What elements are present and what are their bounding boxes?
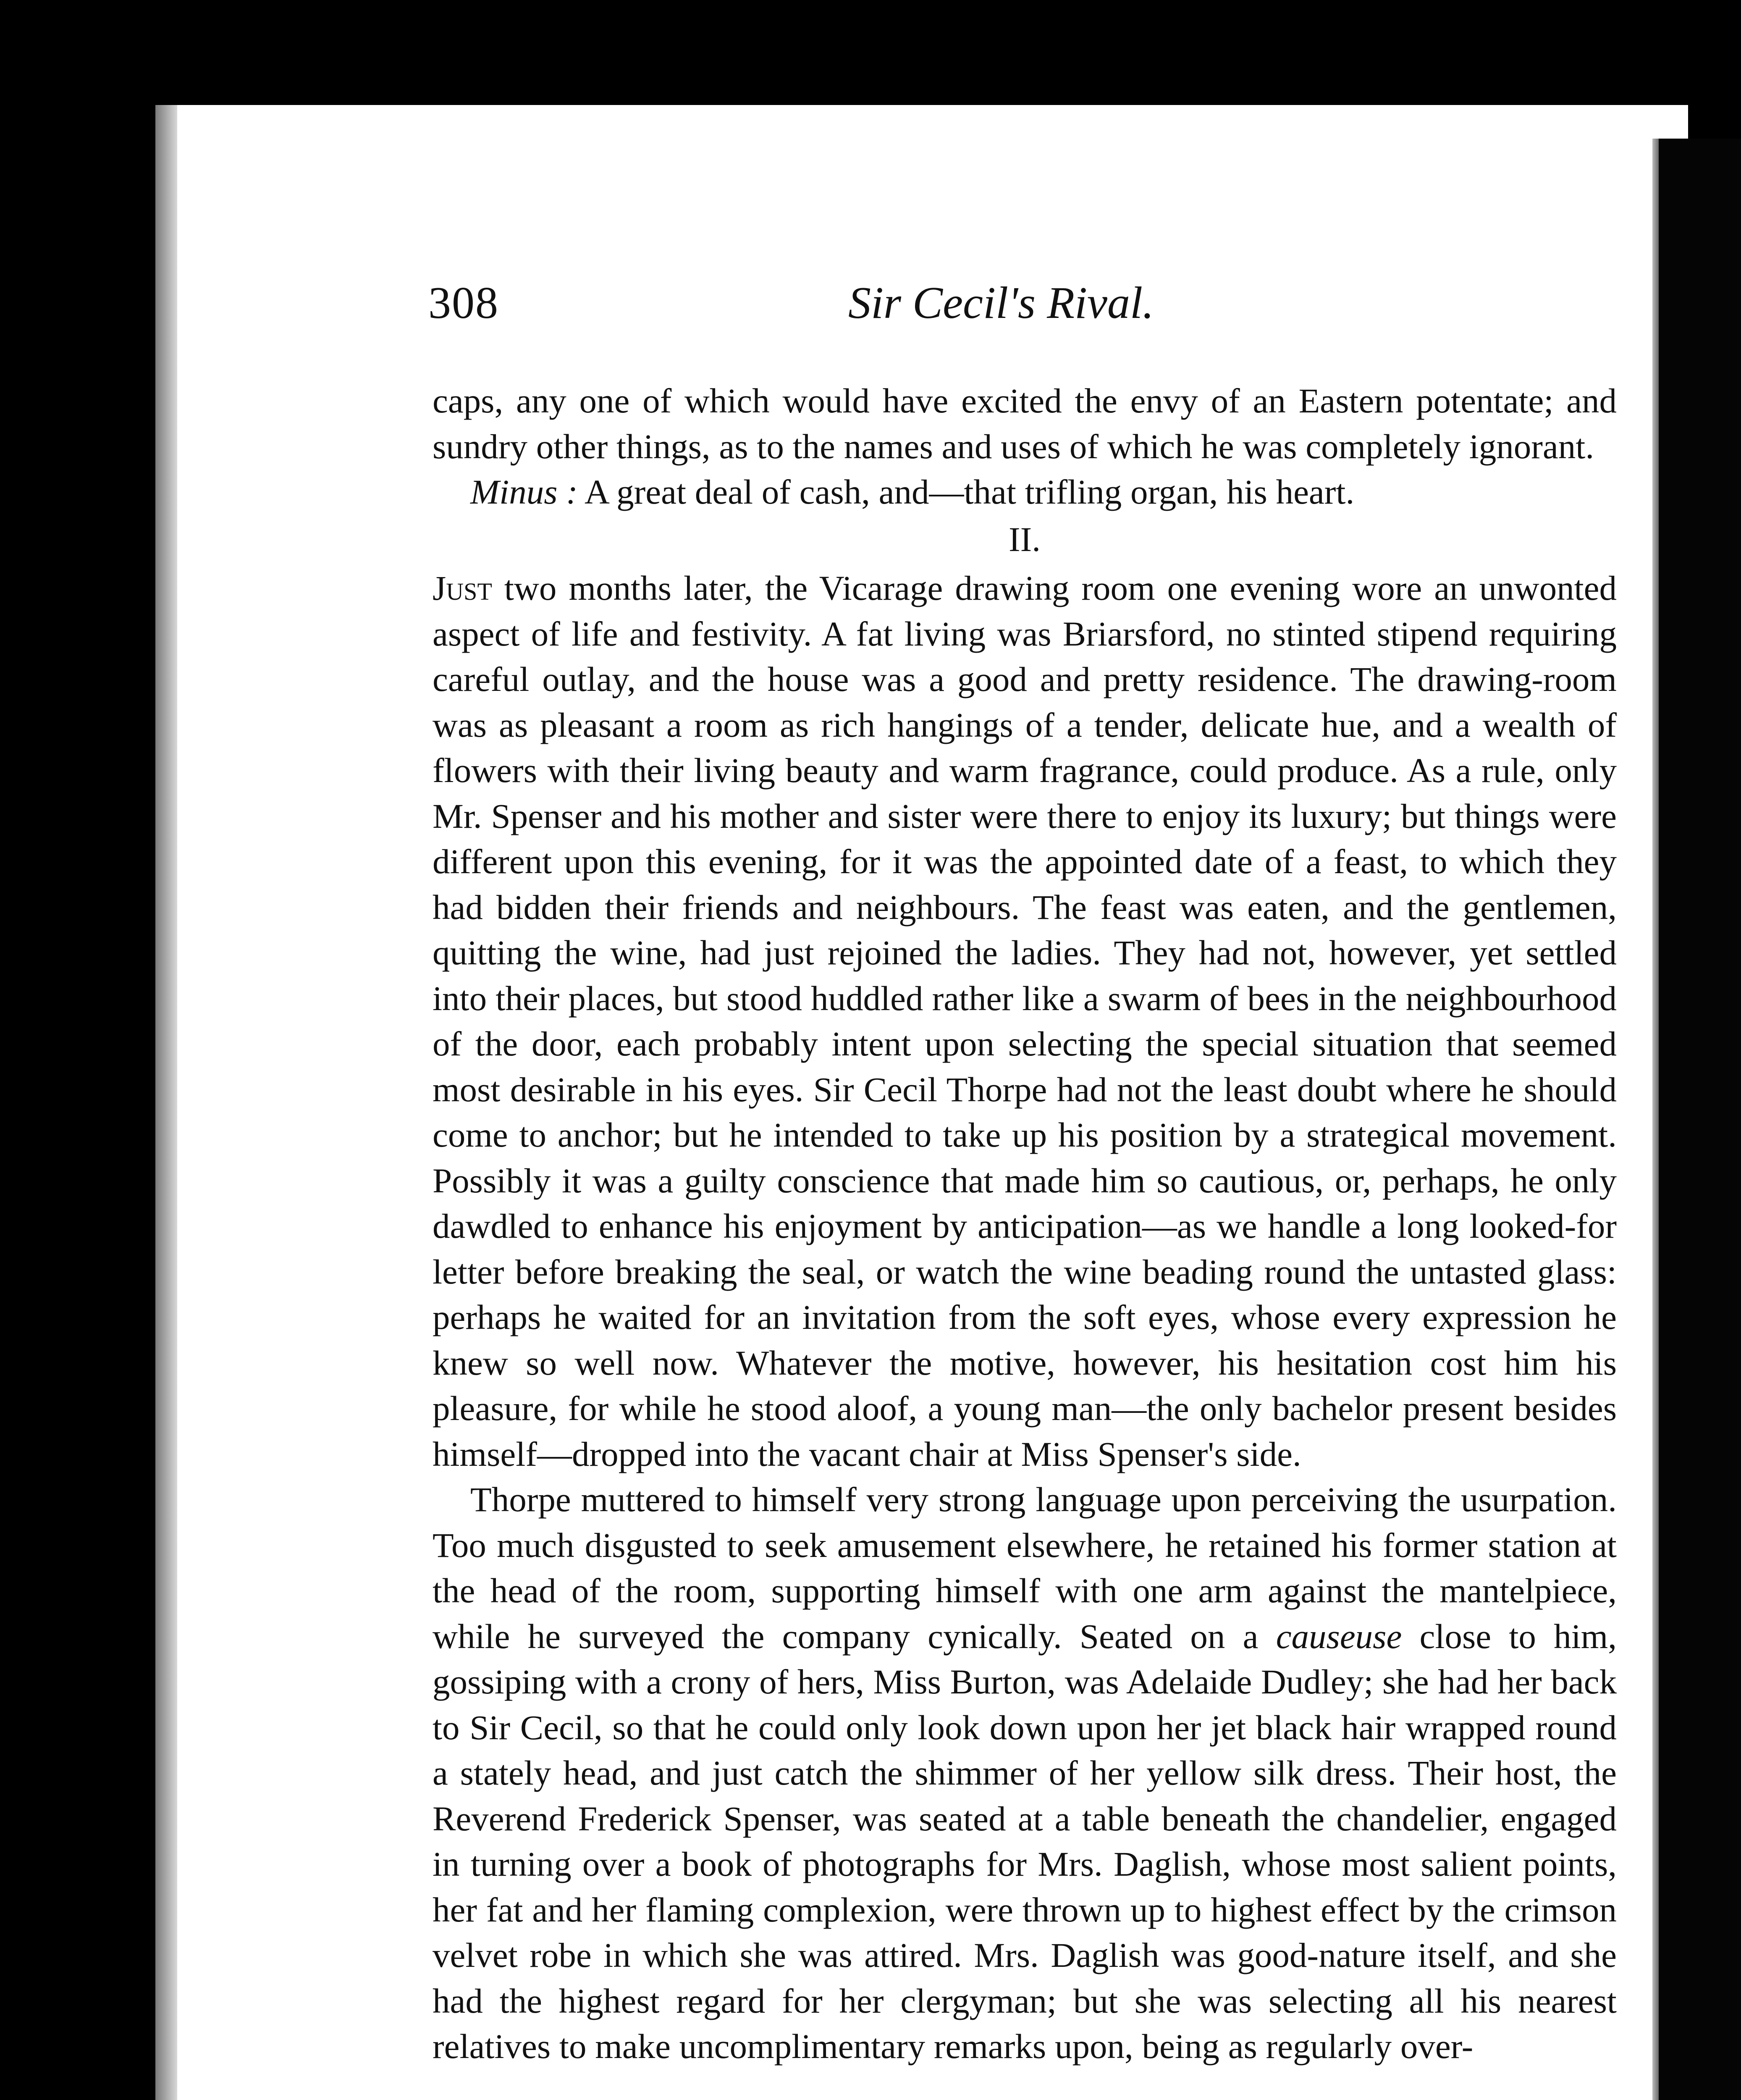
minus-text: A great deal of cash, and—that trifling organ, his heart. [577, 472, 1355, 511]
italic-word: causeuse [1276, 1617, 1402, 1656]
paragraph-2-text-a: Thorpe muttered to himself very strong language upon perceiving the usurpation. Too much disgusted to seek amusement elsewhere, he retained his former station at the head of the room, supporting himself with one arm against the mantelpiece, while he surveyed the company cynically. Seated on a [433, 1480, 1617, 1656]
page-gutter [155, 105, 177, 2100]
section-heading: II. [1008, 520, 1041, 559]
book-spine [1659, 139, 1741, 2100]
minus-paragraph [433, 469, 1617, 515]
paragraph-2-text-b: close to him, gossiping with a crony of hers, Miss Burton, was Adelaide Dudley; she had her back to Sir Cecil, so that he could only look down upon her jet black hair wrapped round a stately head, and just catch the shimmer of her yellow silk dress. Their host, the Reverend Frederick Spenser, was seated at a table beneath the chandelier, engaged in turning over a book of photographs for Mrs. Daglish, whose most salient points, her fat and her flaming complexion, were thrown up to highest effect by the crimson velvet robe in which she was attired. Mrs. Daglish was good-nature itself, and she had the highest regard for her clergyman; but she was selecting all his nearest relatives to make uncomplimentary remarks upon, being as regularly over- [433, 1617, 1617, 2066]
running-title: Sir Cecil's Rival. [848, 278, 1154, 328]
paragraph-1 [433, 565, 1617, 1477]
paragraph-1-text: two months later, the Vicarage drawing room one evening wore an unwonted aspect of life and festivity. A fat living was Briarsford, no stinted stipend requiring careful outlay, and the house was a good and pretty residence. The drawing-room was as pleasant a room as rich hangings of a tender, delicate hue, and a wealth of flowers with their living beauty and warm fragrance, could produce. As a rule, only Mr. Spenser and his mother and sister were there to enjoy its luxury; but things were different upon this evening, for it was the appointed date of a feast, to which they had bidden their friends and neighbours. The feast was eaten, and the gentlemen, quitting the wine, had just rejoined the ladies. They had not, however, yet settled into their places, but stood huddled rather like a swarm of bees in the neighbourhood of the door, each probably intent upon selecting the special situation that seemed most desirable in his eyes. Sir Cecil Thorpe had not the least doubt where he should come to anchor; but he intended to take up his position by a strategical movement. Possibly it was a guilty conscience that made him so cautious, or, perhaps, he only dawdled to enhance his enjoyment by anticipation—as we handle a long looked-for letter before breaking the seal, or watch the wine beading round the untasted glass: perhaps he waited for an invitation from the soft eyes, whose every expression he knew so well now. Whatever the motive, however, his hesitation cost him his pleasure, for while he stood aloof, a young man—the only bachelor present besides himself—dropped into the vacant chair at Miss Spenser's side. [433, 569, 1617, 1473]
drop-word: Just [433, 569, 492, 607]
minus-label: Minus : [470, 472, 578, 511]
continuation-text: caps, any one of which would have excited the envy of an Eastern potentate; and sundry other things, as to the names and uses of which he was completely ignorant. [433, 381, 1617, 466]
body-text [433, 378, 1617, 2069]
continuation-paragraph [433, 378, 1617, 469]
page-number: 308 [428, 278, 499, 328]
running-head [428, 277, 1621, 344]
paragraph-2 [433, 1477, 1617, 2069]
